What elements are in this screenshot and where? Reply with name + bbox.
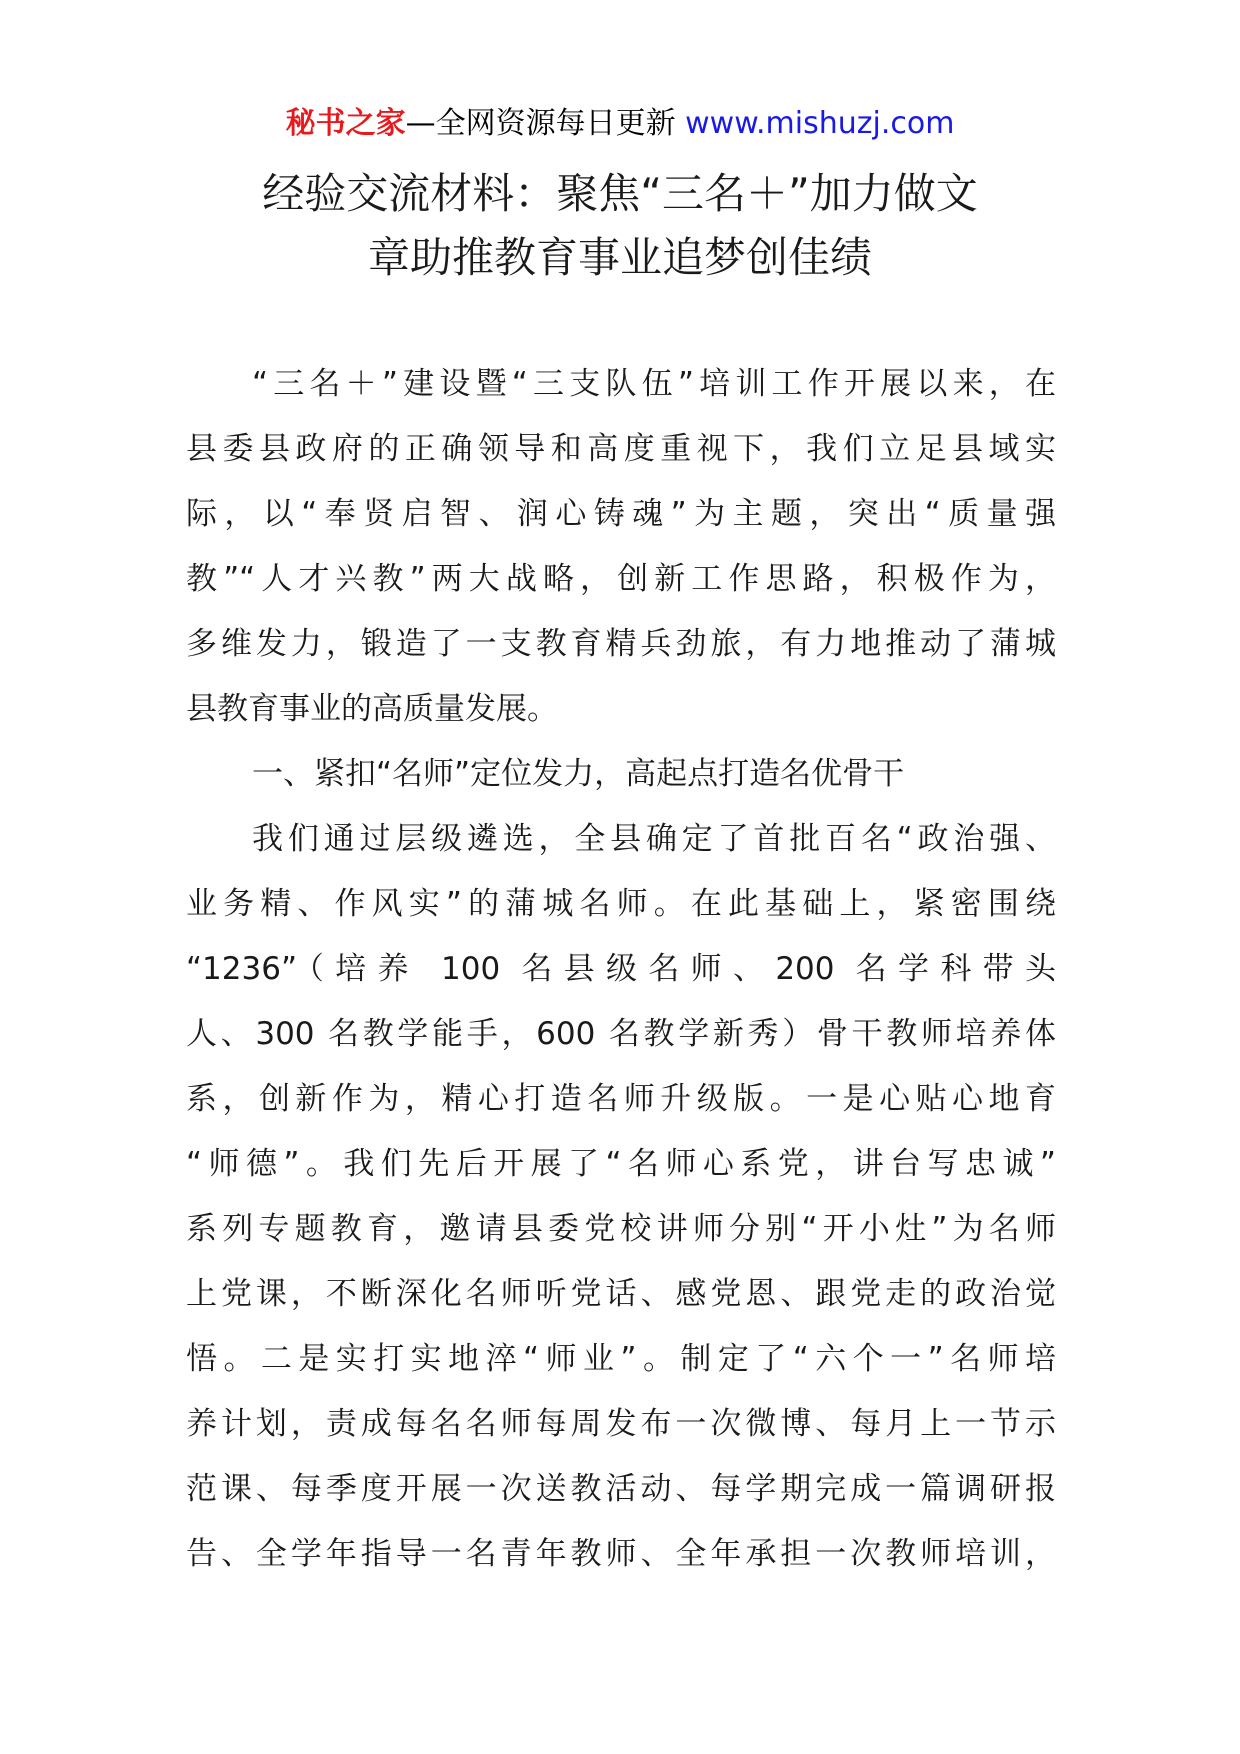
title-line-1: 经验交流材料：聚焦“三名＋”加力做文 (262, 169, 978, 218)
text-line: 际，以“奉贤启智、润心铸魂”为主题，突出“质量强 (186, 496, 1056, 532)
text-line: 养计划，责成每名名师每周发布一次微博、每月上一节示 (186, 1406, 1056, 1442)
text-line: 人、300 名教学能手，600 名教学新秀）骨干教师培养体 (186, 1016, 1056, 1052)
text-line: 系列专题教育，邀请县委党校讲师分别“开小灶”为名师 (186, 1211, 1056, 1247)
text-line: 悟。二是实打实地淬“师业”。制定了“六个一”名师培 (186, 1341, 1056, 1377)
text-line: 上党课，不断深化名师听党话、感党恩、跟党走的政治觉 (186, 1276, 1056, 1312)
text-line: 业务精、作风实”的蒲城名师。在此基础上，紧密围绕 (186, 886, 1056, 922)
document-title (150, 162, 1090, 290)
document-body (186, 352, 1056, 1587)
text-line: 多维发力，锻造了一支教育精兵劲旅，有力地推动了蒲城 (186, 626, 1056, 662)
paragraph-intro (186, 352, 1056, 742)
title-line-2: 章助推教育事业追梦创佳绩 (367, 233, 872, 282)
text-line: 范课、每季度开展一次送教活动、每学期完成一篇调研报 (186, 1471, 1056, 1507)
paragraph-section-1 (186, 807, 1056, 1587)
text-line: 我们通过层级遴选，全县确定了首批百名“政治强、 (252, 821, 1056, 857)
text-line: 县委县政府的正确领导和高度重视下，我们立足县域实 (186, 431, 1056, 467)
section-heading-1: 一、紧扣“名师”定位发力，高起点打造名优骨干 (252, 756, 905, 792)
text-line: 告、全学年指导一名青年教师、全年承担一次教师培训， (186, 1536, 1056, 1572)
text-line: “三名＋”建设暨“三支队伍”培训工作开展以来，在 (252, 366, 1056, 402)
text-line: 县教育事业的高质量发展。 (186, 691, 558, 727)
text-line: “1236”（培养 100 名县级名师、200 名学科带头 (186, 951, 1056, 987)
header-banner (0, 104, 1240, 144)
brand-name: 秘书之家 (285, 106, 406, 141)
text-line: “师德”。我们先后开展了“名师心系党，讲台写忠诚” (186, 1146, 1056, 1182)
website-link[interactable]: www.mishuzj.com (685, 106, 955, 141)
banner-slogan: —全网资源每日更新 (405, 106, 686, 141)
text-line: 教”“人才兴教”两大战略，创新工作思路，积极作为， (186, 561, 1056, 597)
text-line: 系，创新作为，精心打造名师升级版。一是心贴心地育 (186, 1081, 1056, 1117)
